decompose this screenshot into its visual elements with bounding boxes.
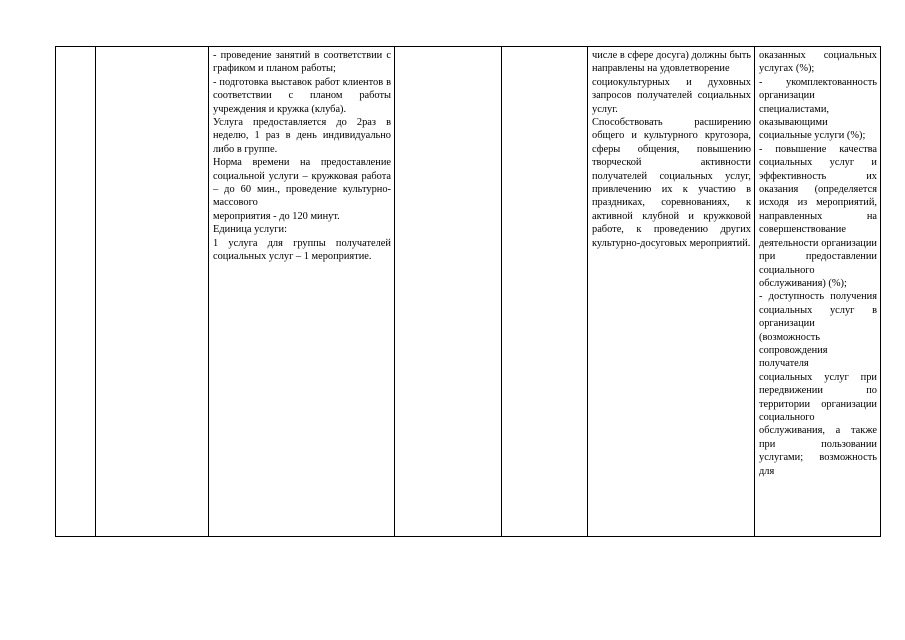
table-row <box>56 47 881 537</box>
name-cell <box>96 47 209 537</box>
quality-indicators-cell <box>755 47 881 537</box>
empty-cell-5 <box>502 47 588 537</box>
services-table <box>55 46 881 537</box>
service-description-cell <box>209 47 395 537</box>
empty-cell-4 <box>395 47 502 537</box>
number-cell <box>56 47 96 537</box>
quality-indicators-text: оказанных социальных услугах (%); - укомплектованность организации специалистами, оказывающими социальные услуги (%); - повышение качества социальных услуг и эффективность их оказания (определяется исходя из мероприятий, направленных на совершенствование деятельности организации при предоставлении социального обслуживания) (%); - доступность получения социальных услуг в организации (возможность сопровождения получателя социальных услуг при передвижении по территории организации социального обслуживания, а также при пользовании услугами; возможность для <box>759 50 877 477</box>
service-description-text: - проведение занятий в соответствии с графиком и планом работы; - подготовка выставок работ клиентов в соответствии с планом работы учреждения и кружка (клуба). Услуга предоставляется до 2раз в неделю, 1 раз в день индивидуально либо в группе. Норма времени на предоставление социальной услуги – кружковая работа – до 60 мин., проведение культурно-массового мероприятия - до 120 минут. Единица услуги: 1 услуга для группы получателей социальных услуг – 1 мероприятие. <box>213 50 391 263</box>
service-conditions-text: числе в сфере досуга) должны быть направлены на удовлетворение социокультурных и духовных запросов получателей социальных услуг. Способствовать расширению общего и культурного кругозора, сферы общения, повышению творческой активности получателей социальных услуг, привлечению их к участию в праздниках, соревнованиях, к активной клубной и кружковой работе, к проведению других культурно-досуговых мероприятий. <box>592 50 751 249</box>
service-conditions-cell <box>588 47 755 537</box>
